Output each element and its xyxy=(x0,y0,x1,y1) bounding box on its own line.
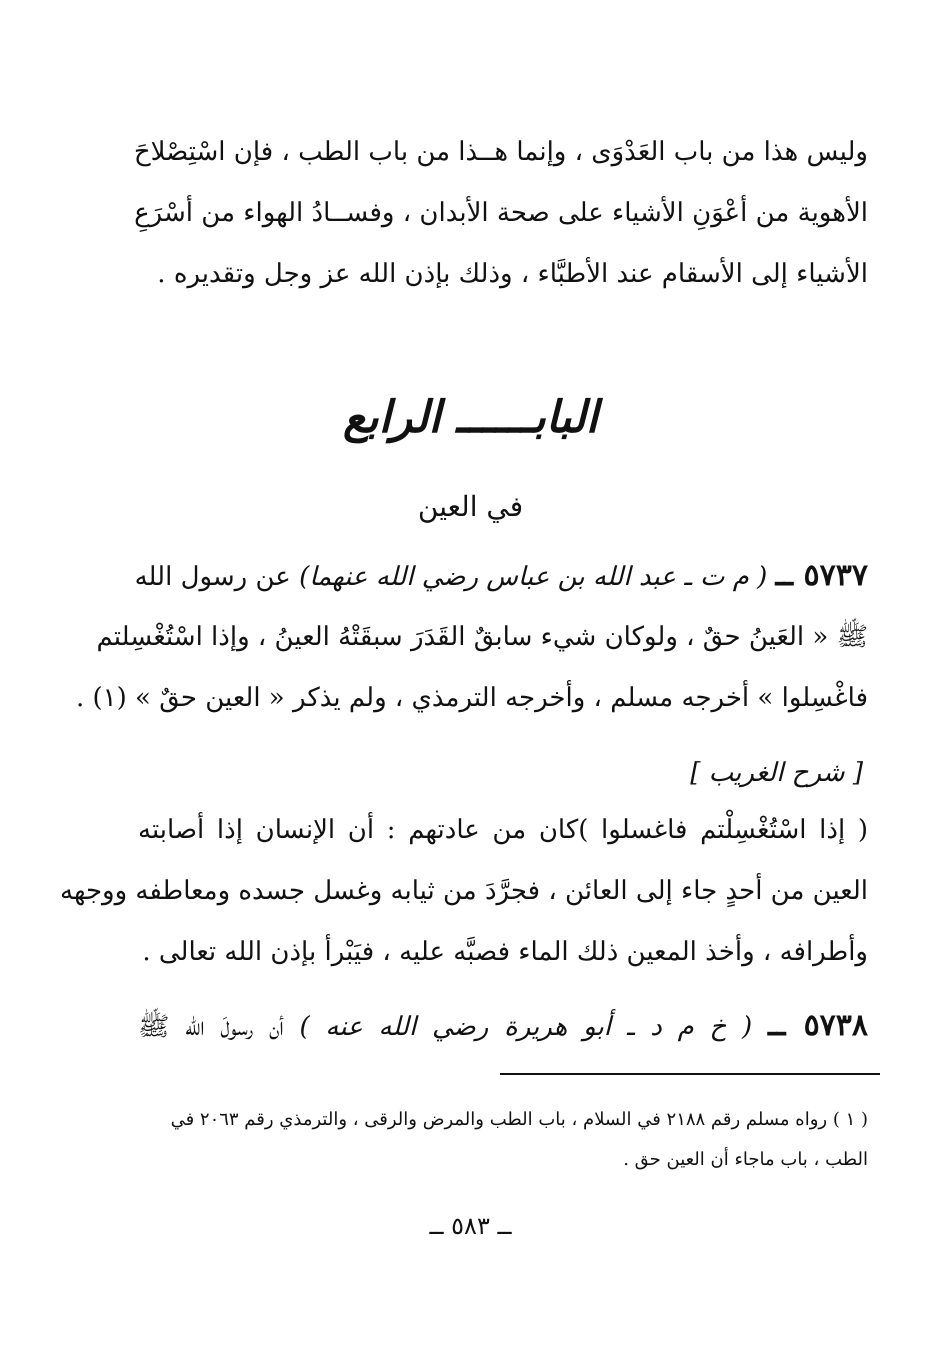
footnote-separator xyxy=(500,1073,880,1075)
hadith-number: ٥٧٣٨ ــ xyxy=(768,1008,869,1043)
chapter-subtitle: في العين xyxy=(417,490,524,523)
hadith-5738-line-1 xyxy=(138,1008,868,1045)
hadith-5737-line-2: ﷺ « العَينُ حقٌ ، ولوكان شيء سابقٌ القَدَرَ سبقَتْهُ العينُ ، وإذا اسْتُغْسِلتم xyxy=(96,622,868,652)
hadith-text: عن رسول الله xyxy=(134,562,291,592)
gharib-line-3: وأطرافه ، وأخذ المعين ذلك الماء فصبَّه عليه ، فيَبْرأ بإذن الله تعالى . xyxy=(142,937,868,967)
paragraph-line-1: وليس هذا من باب العَدْوَى ، وإنما هــذا من باب الطب ، فإن اسْتِصْلاحَ xyxy=(133,137,868,167)
page-number: ــ ٥٨٣ ــ xyxy=(429,1212,512,1240)
hadith-source: ( خ م د ـ أبو هريرة رضي الله عنه ) xyxy=(299,1012,753,1042)
gharib-heading: [ شرح الغريب ] xyxy=(690,758,863,788)
paragraph-line-3: الأشياء إلى الأسقام عند الأطبَّاء ، وذلك بإذن الله عز وجل وتقديره . xyxy=(157,259,868,289)
hadith-5737-line-3: فاغْسِلوا » أخرجه مسلم ، وأخرجه الترمذي ، ولم يذكر « العين حقٌ » (١) . xyxy=(75,683,868,713)
chapter-title: البابــــــ الرابع xyxy=(342,392,599,443)
footnote-line-1: ( ١ ) رواه مسلم رقم ٢١٨٨ في السلام ، باب الطب والمرض والرقى ، والترمذي رقم ٢٠٦٣ في xyxy=(170,1109,868,1130)
hadith-number: ٥٧٣٧ ــ xyxy=(775,558,868,593)
gharib-line-1: ( إذا اسْتُغْسِلْتم فاغسلوا )كان من عادتهم : أن الإنسان إذا أصابته xyxy=(138,815,868,845)
paragraph-line-2: الأهوية من أعْوَنِ الأشياء على صحة الأبدان ، وفســادُ الهواء من أسْرَعِ xyxy=(134,198,868,228)
hadith-source: ( م ت ـ عبد الله بن عباس رضي الله عنهما) xyxy=(299,562,768,592)
hadith-text: أن رسولَ الله ﷺ xyxy=(138,1012,284,1042)
gharib-line-2: العين من أحدٍ جاء إلى العائن ، فجرَّدَ من ثيابه وغسل جسده ومعاطفه ووجهه xyxy=(60,876,868,906)
hadith-5737-line-1 xyxy=(134,558,868,595)
footnote-line-2: الطب ، باب ماجاء أن العين حق . xyxy=(623,1149,868,1170)
